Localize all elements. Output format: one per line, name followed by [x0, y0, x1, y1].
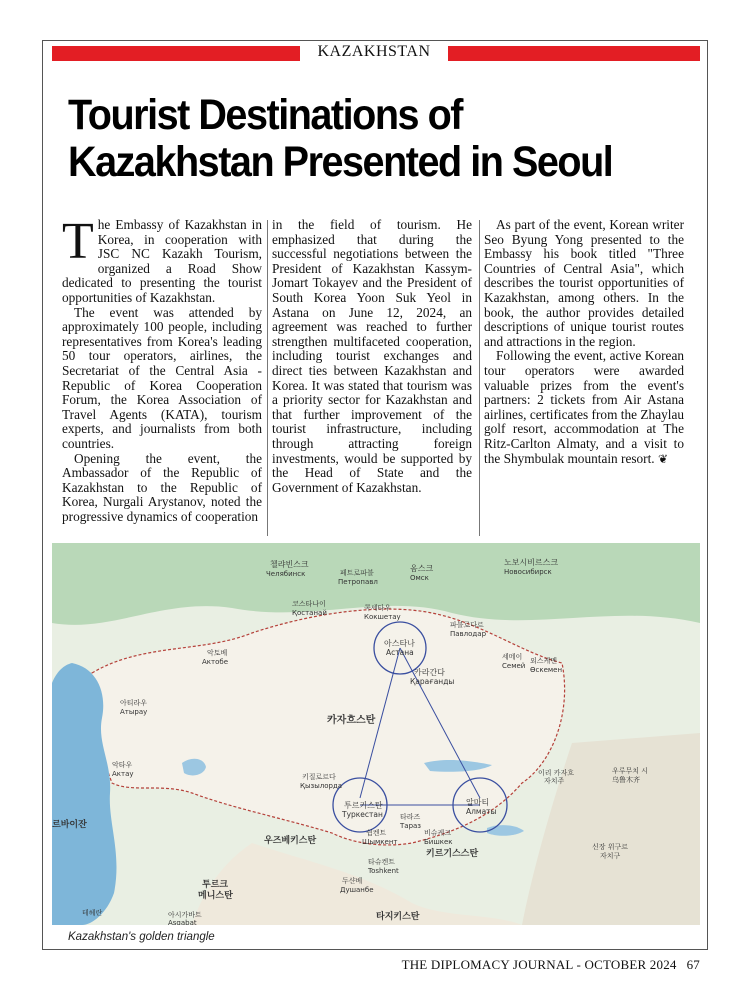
map-label-turkistan-ko: 투르키스탄	[344, 801, 383, 810]
map-label-urumqi-1: 우루무치 시	[612, 767, 649, 775]
map-label-turkmenistan-1: 투르크	[202, 880, 229, 890]
article-paragraph-1	[62, 213, 262, 306]
map-label-xinjiang-2: 자치구	[600, 852, 621, 860]
map-label-tashkent-ko: 타슈켄트	[368, 858, 396, 866]
headline-line-1: Tourist Destinations of	[68, 91, 462, 139]
map-label-karaganda-ko: 카라간다	[414, 668, 445, 677]
map-label-taraz: Тараз	[400, 822, 422, 830]
map-label-kostanay-ko: 코스타나이	[292, 600, 326, 608]
map-label-atyrau-ko: 아티라우	[120, 699, 148, 707]
map-label-aktobe: Актобе	[202, 658, 229, 666]
map-label-almaty-ko: 알마티	[466, 798, 490, 807]
map-label-xinjiang-1: 신장 위구르	[592, 843, 629, 851]
article-column-2	[272, 218, 472, 495]
map-label-kazakhstan: 카자흐스탄	[327, 715, 376, 726]
map-label-petropavl-ko: 페트로파블	[340, 569, 374, 577]
page-number: 67	[686, 957, 700, 972]
map-label-turkmenistan-2: 메니스탄	[198, 891, 233, 901]
article-paragraph-3-continued: in the field of tourism. He emphasized that during the successful negotiations between the President of Kazakhstan Kassym-Jomart Tokayev and the President of South Korea Yoon Suk Yeol in Astana on June 12, 2024, an agreement was reached to further strengthen multifaceted cooperation, including tourist exchanges and direct ties between Kazakhstan and Korea. It was stated that tourism was a priority sector for Kazakhstan and that further improvement of the tourist infrastructure, including through attracting foreign investments, would be supported by the Head of State and the Government of Kazakhstan.	[272, 217, 472, 495]
map-label-kyzylorda: Қызылорда	[300, 782, 343, 790]
map-label-almaty: Алматы	[466, 807, 497, 816]
map-label-pavlodar: Павлодар	[450, 630, 487, 638]
headline	[68, 92, 638, 186]
map-label-astana-ko: 아스타나	[384, 639, 415, 648]
map-label-atyrau: Атырау	[120, 708, 148, 716]
map-caption: Kazakhstan's golden triangle	[68, 931, 215, 943]
footer-journal: THE DIPLOMACY JOURNAL - OCTOBER 2024	[401, 957, 677, 972]
map-label-turkistan: Туркестан	[342, 810, 383, 819]
map-label-kokshetau: Кокшетау	[364, 613, 401, 621]
map-label-ili-1: 이리 카자흐	[538, 769, 575, 777]
map-label-aktau: Актау	[112, 770, 134, 778]
map-label-omsk: Омск	[410, 574, 429, 582]
map-label-urumqi-2: 乌鲁木齐	[612, 776, 640, 784]
drop-cap: T	[62, 213, 94, 270]
map-label-pavlodar-ko: 파블로다르	[450, 621, 484, 629]
map-label-semey-ko: 세메이	[502, 653, 523, 661]
map-label-kostanay: Қостанай	[292, 609, 327, 617]
map-label-novosibirsk-ko: 노보시비르스크	[504, 558, 559, 567]
map-label-dushanbe-ko: 두샨베	[342, 877, 363, 885]
map-label-oskemen-ko: 외스케멘	[530, 657, 558, 665]
map-label-bishkek-ko: 비슈케크	[424, 829, 452, 837]
map-label-tashkent: Toshkent	[368, 867, 399, 875]
map-label-shymkent-ko: 쉼켄트	[366, 829, 387, 837]
article-paragraph-4: As part of the event, Korean writer Seo Byung Yong presented to the Embassy his book titled "Three Countries of Central Asia", which describes the tourist opportunities of Kazakhstan, among others. In the book, the author provides detailed descriptions of unique tourist routes and attractions in the region.	[484, 217, 684, 349]
section-bar-left	[52, 46, 300, 61]
article-column-1	[62, 213, 262, 524]
map-label-oskemen: Өскемен	[530, 666, 563, 674]
map-label-tehran: 테헤란	[82, 909, 103, 917]
section-label: KAZAKHSTAN	[317, 43, 431, 60]
map-label-ili-2: 자치주	[544, 777, 565, 785]
article-paragraph-3: Opening the event, the Ambassador of the Republic of Kazakhstan to the Republic of Korea, Nurgali Arystanov, noted the progressive dynamics of cooperation	[62, 450, 262, 524]
map-label-kyzylorda-ko: 키질로르다	[302, 773, 336, 781]
map-label-taraz-ko: 타라즈	[400, 813, 421, 821]
map-label-shymkent: Шымкент	[362, 838, 398, 846]
map-label-novosibirsk: Новосибирск	[504, 568, 552, 576]
headline-line-2: Kazakhstan Presented in Seoul	[68, 138, 613, 186]
page-footer	[400, 957, 700, 973]
map-label-uzbekistan: 우즈베키스탄	[264, 836, 317, 846]
end-mark-icon: ❦	[657, 451, 669, 466]
map-label-chelyabinsk: Челябинск	[266, 570, 306, 578]
map-label-aktau-ko: 악타우	[112, 761, 133, 769]
map-label-tajikistan: 타지키스탄	[376, 912, 420, 922]
paragraph-1-text: he Embassy of Kazakhstan in Korea, in cooperation with JSC NC Kazakh Tourism, organized a Road Show dedicated to presenting the tourist opportunities of Kazakhstan.	[62, 217, 262, 305]
map-label-kokshetau-ko: 콕셰타우	[364, 604, 392, 612]
article-column-3	[484, 218, 684, 466]
map-label-kyrgyzstan: 키르기스스탄	[426, 849, 479, 859]
article-paragraph-2: The event was attended by approximately 100 people, including representatives from Korea's leading 50 tour operators, airlines, the Secretariat of the Central Asia - Republic of Korea Cooperation Forum, the Korea Association of Travel Agents (KATA), tourism experts, and journalists from both countries.	[62, 304, 262, 451]
map-label-ashgabat-ko: 아시가바트	[168, 911, 202, 919]
column-divider-2	[479, 220, 480, 536]
kazakhstan-map	[52, 543, 700, 925]
map-label-petropavl: Петропавл	[338, 578, 378, 586]
map-label-ashgabat: Asgabat	[168, 919, 197, 925]
map-label-karaganda: Қарағанды	[410, 677, 455, 686]
article-paragraph-5: Following the event, active Korean tour operators were awarded valuable prizes from the event's partners: 2 tickets from Air Astana airlines, certificates from the Zhaylau golf resort, accommodation at The Ritz-Carlton Almaty, and a visit to the Shymbulak mountain resort. ❦	[484, 348, 684, 466]
column-divider-1	[267, 220, 268, 536]
map-label-bishkek: Бишкек	[424, 838, 453, 846]
map-label-omsk-ko: 옴스크	[410, 564, 434, 573]
map-label-azerbaijan: 르바이잔	[52, 820, 87, 830]
map-label-aktobe-ko: 악토베	[207, 649, 228, 657]
section-bar-right	[448, 46, 700, 61]
map-label-dushanbe: Душанбе	[340, 886, 374, 894]
map-label-semey: Семей	[502, 662, 526, 670]
map-label-chelyabinsk-ko: 첼랴빈스크	[270, 560, 309, 569]
map-label-astana: Астана	[386, 648, 414, 657]
